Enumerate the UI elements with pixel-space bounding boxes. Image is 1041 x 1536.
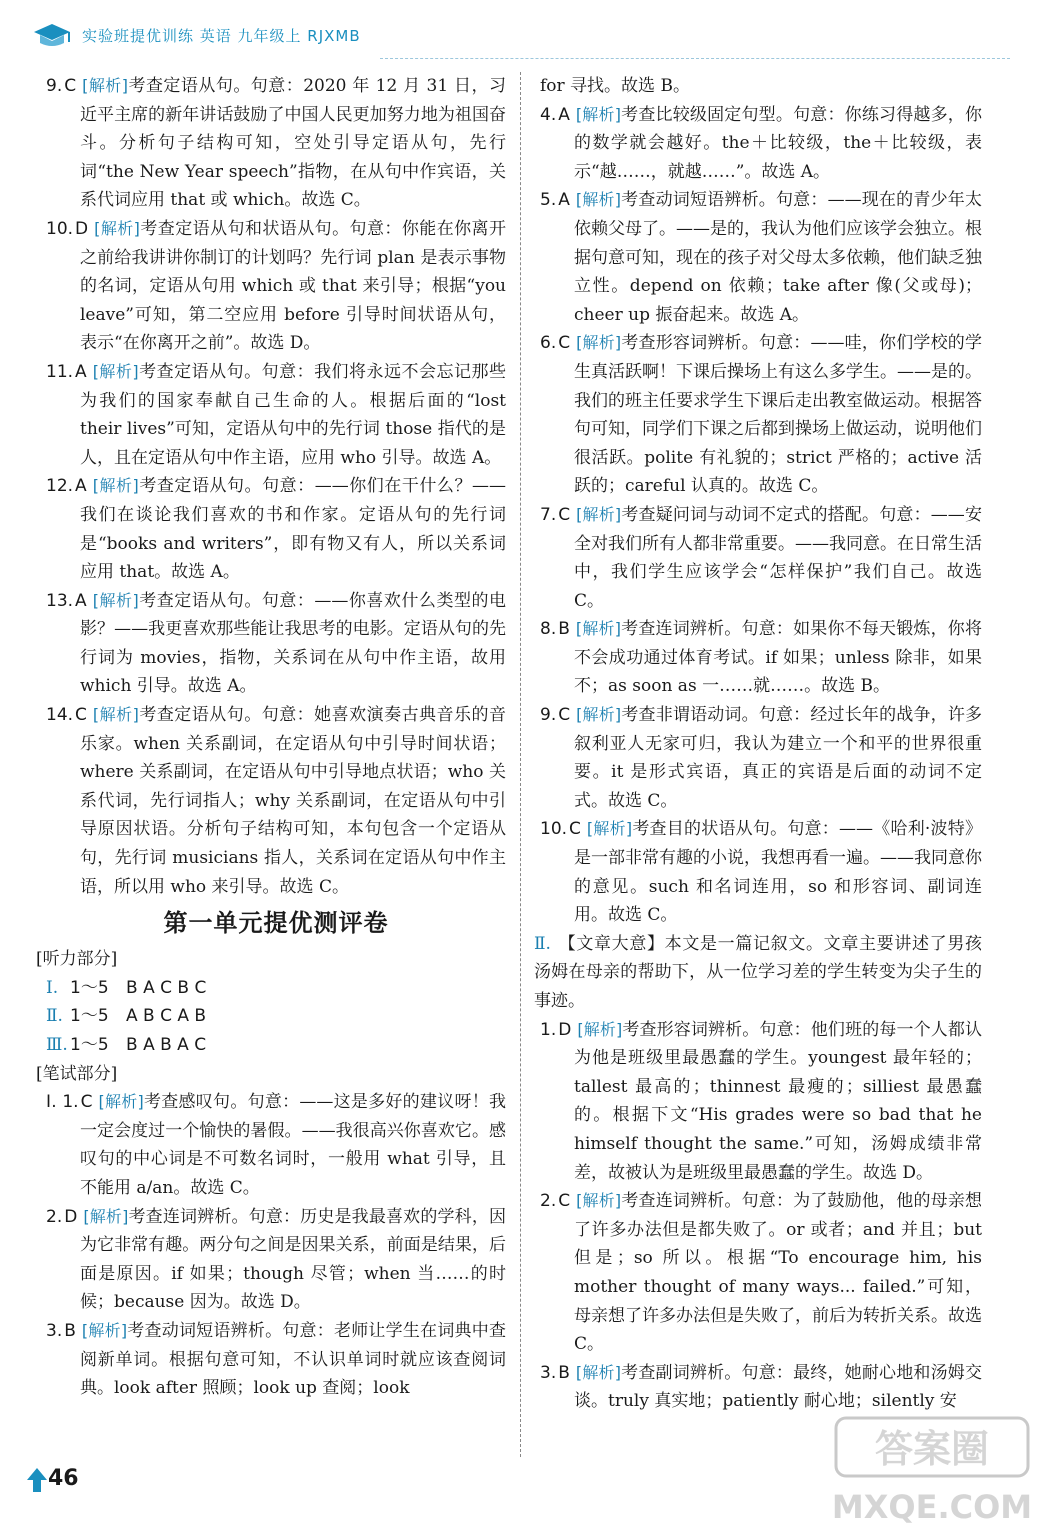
item-answer: A: [558, 190, 570, 211]
analysis-tag: [解析]: [575, 1362, 621, 1382]
svg-text:MXQE.COM: MXQE.COM: [832, 1488, 1032, 1526]
right-column: [534, 72, 983, 1416]
analysis-tag: [解析]: [98, 1092, 144, 1112]
item-explanation: 考查动词短语辨析。句意：老师让学生在词典中查阅新单词。根据句意可知，不认识单词时就应该查阅词典。look after 照顾；look up 查阅；look: [80, 1320, 506, 1399]
item-answer: D: [75, 218, 89, 239]
answer-item: [46, 215, 506, 358]
answer-item: [540, 615, 982, 701]
answer-item: [46, 1317, 506, 1403]
summary-label: 【文章大意】: [558, 933, 665, 954]
item-answer: A: [75, 590, 87, 611]
item-number: 10.: [540, 819, 568, 840]
analysis-tag: [解析]: [586, 819, 633, 839]
item-number: 9.: [540, 705, 557, 726]
item-answer: C: [558, 504, 571, 525]
item-number: 7.: [540, 504, 557, 525]
answer-item: [540, 72, 982, 101]
item-explanation: 考查感叹句。句意：——这是多好的建议呀！我一定会度过一个愉快的暑假。——我很高兴你喜欢它。感叹句的中心词是不可数名词时，一般用 what 引导，且不能用 a/an。故选 C。: [80, 1092, 506, 1198]
item-number: 2.: [540, 1191, 557, 1212]
article-summary: [534, 930, 982, 1016]
item-explanation: 考查连词辨析。句意：如果你不每天锻炼，你将不会成功通过体育考试。if 如果；unless 除非，如果不；as soon as 一……就……。故选 B。: [574, 619, 982, 697]
answer-item: [46, 1203, 506, 1317]
item-explanation: 考查目的状语从句。句意：——《哈利·波特》是一部非常有趣的小说，我想再看一遍。——我同意你的意见。such 和名词连用，so 和形容词、副词连用。故选 C。: [574, 819, 982, 926]
item-answer: C: [75, 705, 87, 726]
question-range: 1～5: [70, 1006, 109, 1027]
answer-item: [540, 1359, 982, 1416]
item-answer: D: [64, 1206, 78, 1227]
item-answer: C: [558, 1191, 571, 1212]
analysis-tag: [解析]: [94, 218, 140, 238]
item-explanation: for 寻找。故选 B。: [540, 76, 690, 96]
item-explanation: 考查定语从句和状语从句。句意：你能在你离开之前给我讲讲你制订的计划吗？先行词 plan 是表示事物的名词，定语从句用 which 或 that 来引导；根据“you leave”可知，第二空应用 before 引导时间状语从句，表示“在你离开之前”。故选 D。: [80, 218, 506, 354]
answer-item: [540, 101, 982, 187]
item-explanation: 考查副词辨析。句意：最终，她耐心地和汤姆交谈。truly 真实地；patiently 耐心地；silently 安: [574, 1362, 982, 1412]
item-explanation: 考查定语从句。句意：——你喜欢什么类型的电影？——我更喜欢那些能让我思考的电影。定语从句的先行词为 movies，指物，关系词在从句中作主语，故用 which 引导。故选 A。: [80, 590, 506, 697]
answer-item: [540, 1016, 982, 1188]
answer-item: [540, 329, 982, 501]
item-number: 4.: [540, 104, 557, 125]
item-explanation: 考查定语从句。句意：2020 年 12 月 31 日，习近平主席的新年讲话鼓励了中国人民更加努力地为祖国奋斗。分析句子结构可知，空处引导定语从句，先行词“the New Year speech”指物，在从句中作宾语，关系代词应用 that 或 which。故选 C。: [80, 76, 506, 211]
analysis-tag: [解析]: [576, 705, 622, 725]
question-range: 1～5: [70, 977, 109, 998]
item-explanation: 考查定语从句。句意：——你们在干什么？——我们在谈论我们喜欢的书和作家。定语从句的先行词是“books and writers”，即有物又有人，所以关系词应用 that。故选 A。: [80, 476, 506, 583]
item-answer: C: [558, 333, 571, 354]
answer-item: [540, 501, 982, 615]
arrow-up-icon: [26, 1466, 48, 1494]
writing-label: [笔试部分]: [36, 1063, 118, 1084]
item-number: 8.: [540, 619, 557, 640]
page-number: [26, 1466, 88, 1496]
header-title: 实验班提优训练 英语 九年级上 RJXMB: [82, 27, 361, 45]
analysis-tag: [解析]: [576, 504, 622, 524]
answer-item: [46, 72, 506, 215]
summary-text: 本文是一篇记叙文。文章主要讲述了男孩汤姆在母亲的帮助下，从一位学习差的学生转变为尖子生的事迹。: [534, 933, 983, 1011]
item-answer: A: [558, 104, 570, 125]
answer-item: [46, 701, 506, 901]
item-answer: C: [558, 705, 571, 726]
item-number: 10.: [46, 218, 74, 239]
item-answer: A: [75, 361, 87, 382]
page-number-text: 46: [48, 1466, 79, 1491]
listening-answer-row: [46, 974, 506, 1003]
analysis-tag: [解析]: [575, 619, 621, 639]
item-explanation: 考查连词辨析。句意：历史是我最喜欢的学科，因为它非常有趣。两分句之间是因果关系，前面是结果，后面是原因。if 如果；though 尽管；when 当……的时候；because 因为。故选 D。: [80, 1206, 506, 1313]
item-explanation: 考查定语从句。句意：她喜欢演奏古典音乐的音乐家。when 关系副词，在定语从句中引导时间状语；where 关系副词，在定语从句中引导地点状语；who 关系代词，先行词指人；why 关系副词，在定语从句中引导原因状语。分析句子结构可知，本句包含一个定语从句，先行词 musicians 指人，关系词在定语从句中作主语，所以用 who 来引导。故选 C。: [80, 705, 506, 897]
item-number: 3.: [540, 1362, 557, 1383]
roman-numeral: Ⅰ.: [46, 977, 59, 998]
listening-answer-row: [46, 1031, 506, 1060]
item-number: 9.: [46, 76, 63, 96]
item-answer: B: [64, 1320, 76, 1341]
analysis-tag: [解析]: [92, 590, 139, 610]
section-title: 第一单元提优测评卷: [163, 909, 389, 938]
item-number: 1.: [540, 1019, 557, 1040]
item-explanation: 考查疑问词与动词不定式的搭配。句意：——安全对我们所有人都非常重要。——我同意。在日常生活中，我们学生应该学会“怎样保护”我们自己。故选 C。: [574, 504, 982, 611]
answer-key: B A C B C: [126, 977, 207, 998]
item-number: 13.: [46, 590, 74, 611]
listening-answer-row: [46, 1002, 506, 1031]
analysis-tag: [解析]: [575, 190, 621, 210]
item-number: 6.: [540, 333, 557, 354]
watermark-logo: [832, 1412, 1032, 1530]
item-answer: B: [558, 1362, 570, 1383]
svg-text:答案圈: 答案圈: [874, 1427, 990, 1471]
analysis-tag: [解析]: [92, 705, 139, 725]
item-number: 2.: [46, 1206, 63, 1227]
book-logo-icon: [30, 18, 74, 52]
item-explanation: 考查连词辨析。句意：为了鼓励他，他的母亲想了许多办法但是都失败了。or 或者；and 并且；but 但是；so 所以。根据“To encourage him, his mother thought of many ways... failed.”可知，母亲想了许多办法但是失败了，前后为转折关系。故选 C。: [574, 1191, 982, 1355]
item-answer: D: [558, 1019, 572, 1040]
roman-numeral: Ⅱ.: [534, 933, 551, 954]
page-header: [30, 12, 1010, 56]
item-explanation: 考查形容词辨析。句意：他们班的每一个人都认为他是班级里最愚蠢的学生。youngest 最年轻的；tallest 最高的；thinnest 最瘦的；silliest 最愚蠢的。根据下文“His grades were so bad that he himself thought the same.”可知，汤姆成绩非常差，故被认为是班级里最愚蠢的学生。故选 D。: [574, 1019, 982, 1183]
item-explanation: 考查形容词辨析。句意：——哇，你们学校的学生真活跃啊！下课后操场上有这么多学生。——是的。我们的班主任要求学生下课后走出教室做运动。根据答句可知，同学们下课之后都到操场上做运动，说明他们很活跃。polite 有礼貌的；strict 严格的；active 活跃的；careful 认真的。故选 C。: [574, 333, 982, 497]
analysis-tag: [解析]: [577, 1019, 623, 1039]
item-number: 14.: [46, 705, 74, 726]
item-number: 12.: [46, 476, 74, 497]
answer-item: [46, 358, 506, 472]
item-number: 5.: [540, 190, 557, 211]
item-explanation: 考查比较级固定句型。句意：你练习得越多，你的数学就会越好。the＋比较级，the＋比较级，表示“越……，就越……”。故选 A。: [574, 104, 982, 182]
item-answer: A: [75, 476, 87, 497]
answer-key: B A B A C: [126, 1035, 207, 1055]
item-number: 11.: [46, 361, 74, 382]
header-rule: [380, 58, 1010, 59]
column-divider: [520, 72, 521, 1457]
analysis-tag: [解析]: [575, 104, 621, 124]
left-column: [36, 72, 506, 1403]
item-answer: B: [558, 619, 570, 640]
answer-item: [540, 1187, 982, 1359]
answer-key: A B C A B: [126, 1006, 207, 1027]
question-range: 1～5: [70, 1035, 109, 1055]
item-number: Ⅰ. 1.: [46, 1092, 79, 1113]
item-explanation: 考查动词短语辨析。句意：——现在的青少年太依赖父母了。——是的，我认为他们应该学会独立。根据句意可知，现在的孩子对父母太多依赖，他们缺乏独立性。depend on 依赖；take after 像(父或母)；cheer up 振奋起来。故选 A。: [574, 190, 982, 325]
answer-item: [540, 186, 982, 329]
analysis-tag: [解析]: [82, 76, 129, 95]
analysis-tag: [解析]: [92, 476, 139, 496]
item-answer: C: [80, 1092, 93, 1113]
analysis-tag: [解析]: [576, 333, 622, 353]
analysis-tag: [解析]: [92, 361, 139, 381]
item-number: 3.: [46, 1320, 63, 1341]
answer-item: [540, 815, 982, 929]
analysis-tag: [解析]: [83, 1206, 129, 1226]
item-explanation: 考查非谓语动词。句意：经过长年的战争，许多叙利亚人无家可归，我认为建立一个和平的世界很重要。it 是形式宾语，真正的宾语是后面的动词不定式。故选 C。: [574, 705, 982, 811]
analysis-tag: [解析]: [81, 1320, 128, 1340]
answer-item: [46, 1088, 506, 1202]
item-explanation: 考查定语从句。句意：我们将永远不会忘记那些为我们的国家奉献自己生命的人。根据后面的“lost their lives”可知，定语从句中的先行词 those 指代的是人，且在定语从句中作主语，应用 who 引导。故选 A。: [80, 361, 506, 468]
roman-numeral: Ⅱ.: [46, 1006, 63, 1027]
item-answer: C: [64, 76, 77, 96]
answer-item: [46, 472, 506, 586]
item-answer: C: [569, 819, 581, 840]
answer-item: [540, 701, 982, 815]
listening-label: [听力部分]: [36, 949, 118, 970]
analysis-tag: [解析]: [576, 1191, 622, 1211]
roman-numeral: Ⅲ.: [46, 1035, 68, 1055]
answer-item: [46, 587, 506, 701]
